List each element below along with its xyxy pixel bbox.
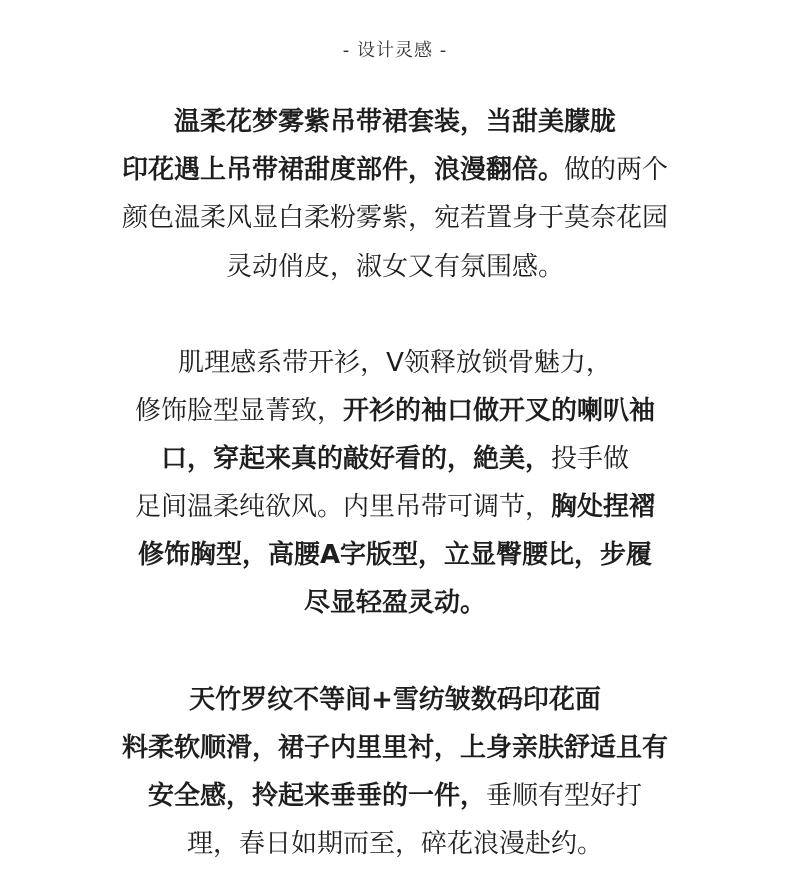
- paragraph-1-line-1: 温柔花梦雾紫吊带裙套装，当甜美朦胧: [173, 107, 616, 137]
- paragraph-1-line-2: [0, 154, 790, 186]
- paragraph-2-line-2-regular: 修饰脸型显菁致，: [134, 396, 343, 426]
- paragraph-2-line-4-regular: 足间温柔纯欲风。内里吊带可调节，: [134, 492, 551, 522]
- paragraph-2-line-2: [0, 395, 790, 427]
- paragraph-2-line-1: 肌理感系带开衫，V领释放锁骨魅力，: [178, 348, 612, 378]
- paragraph-2-line-3-regular: 投手做: [551, 444, 630, 474]
- paragraph-1-line-2-regular: 做的两个: [564, 155, 669, 185]
- paragraph-3-line-3-bold: 安全感，拎起来垂垂的一件，: [147, 781, 486, 811]
- paragraph-2-line-4-bold: 胸处捏褶: [551, 492, 656, 522]
- paragraph-1-line-3: 颜色温柔风显白柔粉雾紫，宛若置身于莫奈花园: [121, 203, 668, 233]
- paragraph-3-line-1: 天竹罗纹不等间+雪纺皱数码印花面: [189, 685, 601, 715]
- paragraph-3-line-4: 理，春日如期而至，碎花浪漫赴约。: [186, 829, 603, 859]
- paragraph-2-line-6: 尽显轻盈灵动。: [303, 588, 486, 618]
- paragraph-2-line-4: [0, 491, 790, 523]
- section-heading: - 设计灵感 -: [342, 40, 448, 61]
- paragraph-3-line-3-regular: 垂顺有型好打: [486, 781, 643, 811]
- paragraph-3-line-2: 料柔软顺滑，裙子内里里衬，上身亲肤舒适且有: [121, 733, 668, 763]
- paragraph-2-line-3: [0, 443, 790, 475]
- paragraph-3-line-3: [0, 780, 790, 812]
- paragraph-1-line-4: 灵动俏皮，淑女又有氛围感。: [225, 252, 564, 282]
- paragraph-2-line-2-bold: 开衫的袖口做开叉的喇叭袖: [343, 396, 656, 426]
- paragraph-2-line-5: 修饰胸型，高腰A字版型，立显臀腰比，步履: [137, 540, 653, 570]
- paragraph-2-line-3-bold: 口，穿起来真的敲好看的，絶美，: [160, 444, 551, 474]
- paragraph-1-line-2-bold: 印花遇上吊带裙甜度部件，浪漫翻倍。: [121, 155, 564, 185]
